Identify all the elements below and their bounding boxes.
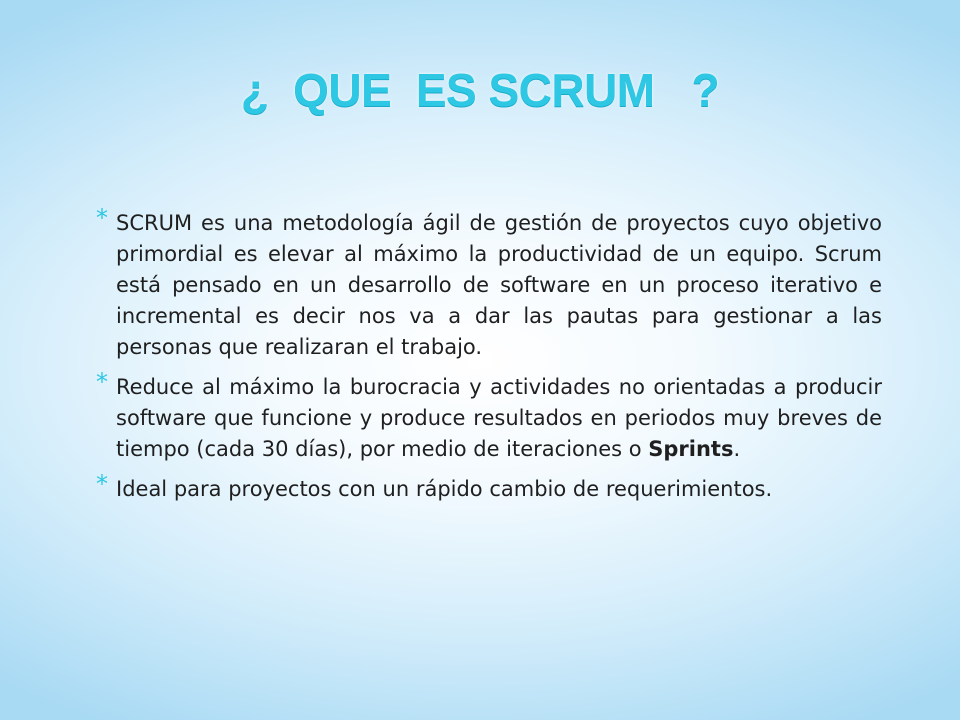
bullet-item	[96, 204, 882, 363]
asterisk-bullet-icon: *	[96, 204, 108, 232]
asterisk-bullet-icon: *	[96, 368, 108, 396]
bullet-text-part: Reduce al máximo la burocracia y actividades no orientadas a producir software que funcione y produce resultados en periodos muy breves de tiempo (cada 30 días), por medio de iteraciones o	[116, 375, 882, 461]
asterisk-bullet-icon: *	[96, 470, 108, 498]
bullet-text-part: .	[733, 437, 741, 461]
bullet-text: SCRUM es una metodología ágil de gestión de proyectos cuyo objetivo primordial es elevar al máximo la productividad de un equipo. Scrum está pensado en un desarrollo de software en un proceso iterativo e incremental es decir nos va a dar las pautas para gestionar a las personas que realizaran el trabajo.	[116, 211, 882, 359]
bullet-text: Ideal para proyectos con un rápido cambio de requerimientos.	[116, 477, 773, 501]
bullet-text	[116, 375, 882, 461]
bullet-text-bold: Sprints	[648, 437, 734, 461]
slide-title: ¿ QUE ES SCRUM ?	[240, 64, 720, 116]
bullet-list	[96, 204, 882, 514]
bullet-item	[96, 470, 882, 505]
bullet-item	[96, 368, 882, 465]
